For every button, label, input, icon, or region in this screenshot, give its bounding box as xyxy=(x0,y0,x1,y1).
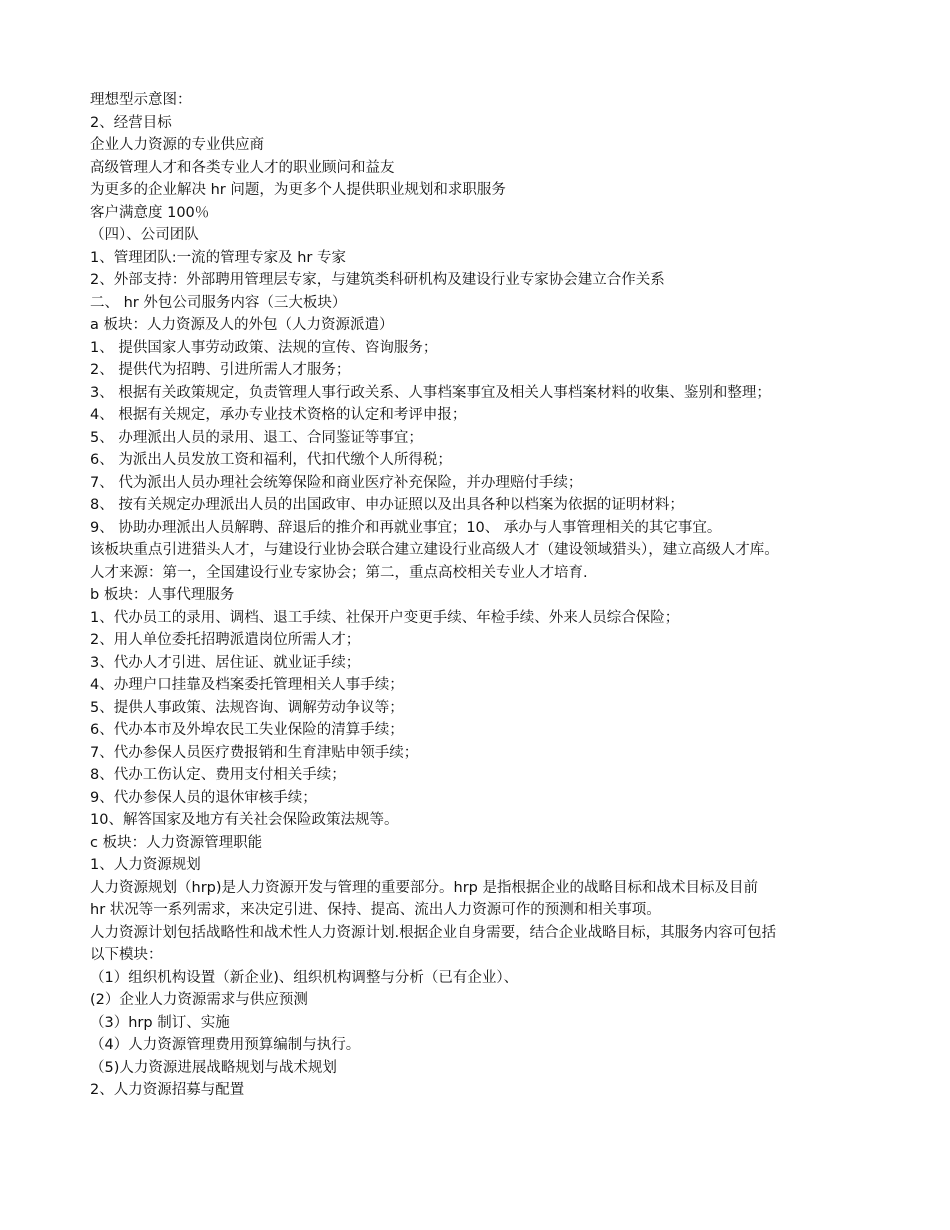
text-line: c 板块：人力资源管理职能 xyxy=(90,834,263,851)
list-item: 8、 按有关规定办理派出人员的出国政审、申办证照以及出具各种以档案为依据的证明材料； xyxy=(90,497,684,513)
text-line: 以下模块： xyxy=(90,947,163,963)
list-item: 9、 协助办理派出人员解聘、辞退后的推介和再就业事宜；10、 承办与人事管理相关的其它事宜。 xyxy=(90,519,722,536)
list-item: 6、 为派出人员发放工资和福利，代扣代缴个人所得税； xyxy=(90,452,452,468)
document-page xyxy=(90,89,930,1102)
list-item: 6、代办本市及外埠农民工失业保险的清算手续； xyxy=(90,722,404,738)
list-item: 3、代办人才引进、居住证、就业证手续； xyxy=(90,654,361,671)
list-item: （1）组织机构设置（新企业)、组织机构调整与分析（已有企业）、 xyxy=(90,969,519,986)
text-line: 2、外部支持：外部聘用管理层专家，与建筑类科研机构及建设行业专家协会建立合作关系 xyxy=(90,272,665,288)
text-line: b 板块：人事代理服务 xyxy=(90,587,235,603)
list-item: 10、解答国家及地方有关社会保险政策法规等。 xyxy=(90,812,399,828)
list-item: 5、 办理派出人员的录用、退工、合同鉴证等事宜； xyxy=(90,429,423,446)
list-item: 9、代办参保人员的退休审核手续； xyxy=(90,789,317,806)
text-line: 2、人力资源招募与配置 xyxy=(90,1082,245,1098)
list-item: 2、 提供代为招聘、引进所需人才服务； xyxy=(90,362,351,378)
text-line: 人力资源计划包括战略性和战术性人力资源计划.根据企业自身需要，结合企业战略目标，其服务内容可包括 xyxy=(90,924,777,941)
text-line: （四）、公司团队 xyxy=(90,227,199,243)
text-line: a 板块：人力资源及人的外包（人力资源派遣） xyxy=(90,317,394,333)
list-item: 7、代办参保人员医疗费报销和生育津贴申领手续； xyxy=(90,744,419,761)
text-line: 人才来源：第一，全国建设行业专家协会；第二，重点高校相关专业人才培育. xyxy=(90,564,588,581)
list-item: 2、用人单位委托招聘派遣岗位所需人才； xyxy=(90,632,361,648)
list-item: 7、 代为派出人员办理社会统筹保险和商业医疗补充保险，并办理赔付手续； xyxy=(90,474,583,491)
list-item: 4、 根据有关规定，承办专业技术资格的认定和考评申报； xyxy=(90,407,467,423)
text-line: 人力资源规划（hrp)是人力资源开发与管理的重要部分。hrp 是指根据企业的战略目标和战术目标及目前 xyxy=(90,879,758,896)
list-item: 8、代办工伤认定、费用支付相关手续； xyxy=(90,767,346,783)
text-line: 2、经营目标 xyxy=(90,114,172,131)
text-line: 1、管理团队:一流的管理专家及 hr 专家 xyxy=(90,249,346,266)
text-line: 1、人力资源规划 xyxy=(90,857,201,873)
list-item: 1、 提供国家人事劳动政策、法规的宣传、咨询服务； xyxy=(90,339,438,356)
list-item: （3）hrp 制订、实施 xyxy=(90,1014,230,1031)
text-line: 为更多的企业解决 hr 问题，为更多个人提供职业规划和求职服务 xyxy=(90,182,506,198)
text-line: hr 状况等一系列需求，来决定引进、保持、提高、流出人力资源可作的预测和相关事项。 xyxy=(90,902,661,918)
list-item: (2）企业人力资源需求与供应预测 xyxy=(90,992,308,1008)
list-item: 1、代办员工的录用、调档、退工手续、社保开户变更手续、年检手续、外来人员综合保险； xyxy=(90,609,680,626)
list-item: 3、 根据有关政策规定，负责管理人事行政关系、人事档案事宜及相关人事档案材料的收集、鉴别和整理； xyxy=(90,384,771,401)
text-line: 客户满意度 100％ xyxy=(90,204,210,221)
list-item: 4、办理户口挂靠及档案委托管理相关人事手续； xyxy=(90,677,404,693)
text-line: 理想型示意图： xyxy=(90,92,192,108)
list-item: （4）人力资源管理费用预算编制与执行。 xyxy=(90,1037,361,1053)
text-line: 高级管理人才和各类专业人才的职业顾问和益友 xyxy=(90,159,395,176)
section-heading: 二、 hr 外包公司服务内容（三大板块） xyxy=(90,294,347,311)
text-line: 企业人力资源的专业供应商 xyxy=(90,137,264,153)
list-item: 5、提供人事政策、法规咨询、调解劳动争议等； xyxy=(90,699,404,716)
list-item: （5)人力资源进展战略规划与战术规划 xyxy=(90,1059,337,1076)
text-line: 该板块重点引进猎头人才，与建设行业协会联合建立建设行业高级人才（建设领域猎头），建立高级人才库。 xyxy=(90,542,779,558)
